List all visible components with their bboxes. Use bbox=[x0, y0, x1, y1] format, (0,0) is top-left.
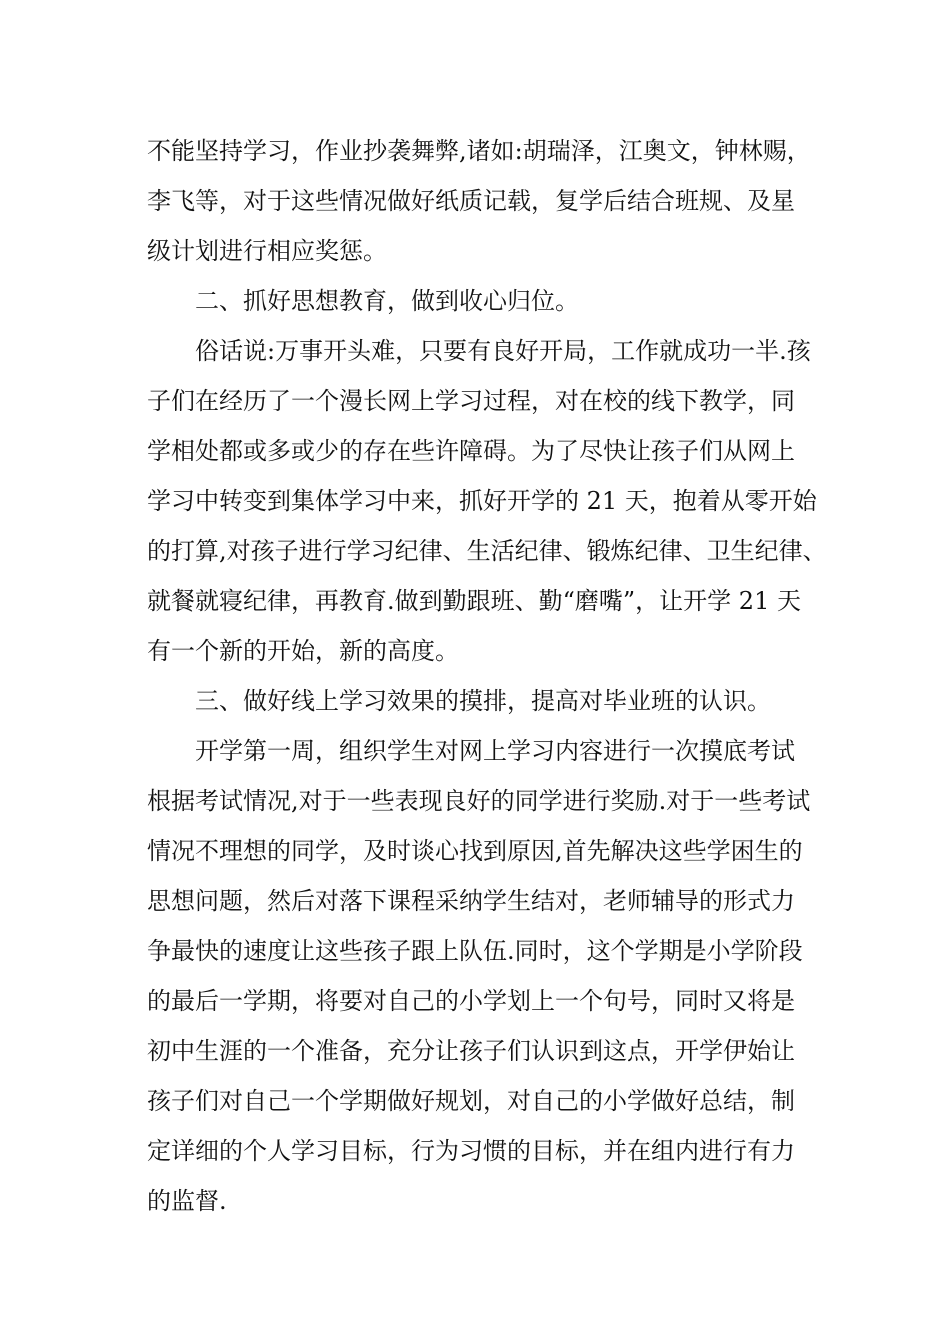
text-line: 学相处都或多或少的存在些许障碍。为了尽快让孩子们从网上 bbox=[147, 437, 795, 465]
text-line: 思想问题，然后对落下课程采纳学生结对，老师辅导的形式力 bbox=[147, 887, 795, 915]
text-line: 开学第一周，组织学生对网上学习内容进行一次摸底考试 bbox=[195, 737, 795, 765]
text-line: 级计划进行相应奖惩。 bbox=[147, 237, 387, 265]
text-line: 子们在经历了一个漫长网上学习过程，对在校的线下教学，同 bbox=[147, 387, 795, 415]
text-line: 孩子们对自己一个学期做好规划，对自己的小学做好总结，制 bbox=[147, 1087, 795, 1115]
text-line: 初中生涯的一个准备，充分让孩子们认识到这点，开学伊始让 bbox=[147, 1037, 795, 1065]
text-line: 有一个新的开始，新的高度。 bbox=[147, 637, 459, 665]
text-line: 的打算,对孩子进行学习纪律、生活纪律、锻炼纪律、卫生纪律、 bbox=[147, 537, 827, 565]
text-line: 俗话说:万事开头难，只要有良好开局，工作就成功一半.孩 bbox=[195, 337, 811, 365]
text-line: 争最快的速度让这些孩子跟上队伍.同时，这个学期是小学阶段 bbox=[147, 937, 803, 965]
text-line: 根据考试情况,对于一些表现良好的同学进行奖励.对于一些考试 bbox=[147, 787, 811, 815]
section-heading: 三、做好线上学习效果的摸排，提高对毕业班的认识。 bbox=[195, 687, 771, 715]
text-line: 情况不理想的同学，及时谈心找到原因,首先解决这些学困生的 bbox=[147, 837, 803, 865]
section-heading: 二、抓好思想教育，做到收心归位。 bbox=[195, 287, 579, 315]
text-line: 学习中转变到集体学习中来，抓好开学的 21 天，抱着从零开始 bbox=[147, 487, 817, 515]
text-line: 定详细的个人学习目标，行为习惯的目标，并在组内进行有力 bbox=[147, 1137, 795, 1165]
text-line: 李飞等，对于这些情况做好纸质记载，复学后结合班规、及星 bbox=[147, 187, 795, 215]
text-line: 的最后一学期，将要对自己的小学划上一个句号，同时又将是 bbox=[147, 987, 795, 1015]
text-line: 的监督. bbox=[147, 1187, 227, 1215]
text-line: 不能坚持学习，作业抄袭舞弊,诸如:胡瑞泽，江奥文，钟林赐， bbox=[147, 137, 811, 165]
text-line: 就餐就寝纪律，再教育.做到勤跟班、勤“磨嘴”，让开学 21 天 bbox=[147, 587, 801, 615]
